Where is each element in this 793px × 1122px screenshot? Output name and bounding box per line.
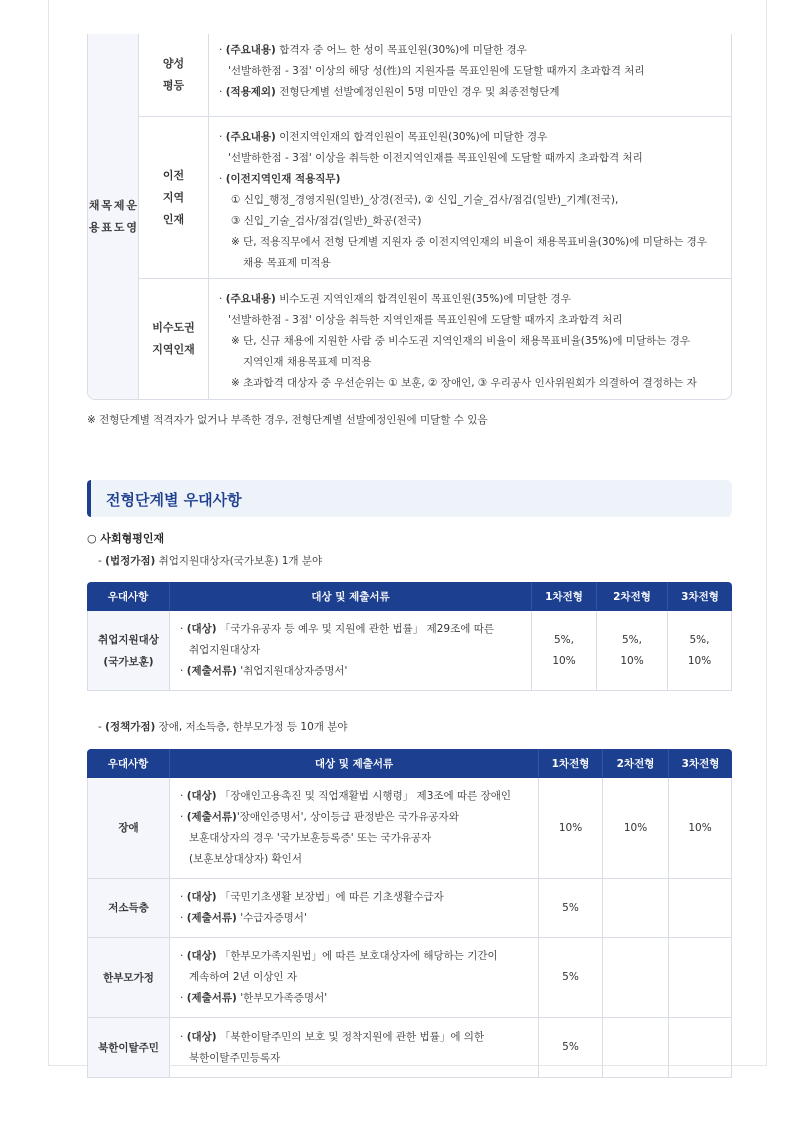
preference-name: [87, 778, 170, 879]
line-text: '취업지원대상자증명서': [236, 665, 348, 677]
text-line: [180, 640, 523, 661]
line-text: (보훈보상대상자) 확인서: [189, 853, 302, 865]
section-header: [87, 480, 732, 517]
text-line: [219, 232, 723, 253]
column-header: 2차전형: [603, 749, 669, 778]
value-line: 5%: [562, 901, 579, 914]
bold-label: (이전지역인재 적용직무): [225, 173, 341, 185]
sub-row-body: [209, 279, 731, 399]
title-line: 이전: [162, 168, 185, 182]
legal-bonus-line: [98, 553, 322, 568]
value-line: 5%: [562, 1041, 579, 1053]
stage-v1-value: [539, 1018, 603, 1078]
column-header: 우대사항: [87, 582, 170, 611]
line-text: 「장애인고용촉진 및 직업재활법 시행령」 제3조에 따른 장애인: [216, 790, 512, 802]
table-row: [87, 611, 732, 691]
column-header: 3차전형: [669, 749, 732, 778]
column-header: 2차전형: [597, 582, 668, 611]
value-line: 10%: [688, 821, 712, 834]
text-line: [180, 908, 530, 929]
text-line: [219, 211, 723, 232]
line-text: 취업지원대상자: [189, 644, 261, 656]
bullet: ·: [180, 1030, 184, 1043]
title-line: 양성: [162, 57, 185, 70]
line-text: '한부모가족증명서': [236, 992, 328, 1004]
preference-description: [170, 778, 539, 879]
text-line: [219, 253, 723, 274]
document-page: [48, 0, 767, 1066]
bold-label: (제출서류): [186, 665, 237, 677]
line-text: 「국가유공자 등 예우 및 지원에 관한 법률」 제29조에 따른: [216, 623, 494, 635]
bold-label: (주요내용): [225, 44, 276, 56]
bullet: ·: [180, 992, 184, 1004]
sub-row-title: [139, 117, 209, 278]
bold-label: (주요내용): [225, 293, 276, 305]
column-header: 1차전형: [539, 749, 603, 778]
line-text: 「북한이탈주민의 보호 및 정착지원에 관한 법률」에 의한: [216, 1030, 485, 1043]
table-row: [87, 879, 732, 938]
policy-text: 장애, 저소득층, 한부모가정 등 10개 분야: [155, 721, 348, 733]
value-line: 5%,: [689, 633, 710, 646]
line-text: 계속하여 2년 이상인 자: [189, 971, 297, 983]
line-text: ※ 단, 적용직무에서 전형 단계별 지원자 중 이전지역인재의 비율이 채용목표비율(30%)에 미달하는 경우: [231, 236, 707, 248]
name-line: 저소득층: [108, 902, 149, 914]
line-text: 전형단계별 선발예정인원이 5명 미만인 경우 및 최종전형단계: [275, 86, 560, 98]
bold-label: (적용제외): [225, 86, 276, 98]
line-text: 북한이탈주민등록자: [189, 1051, 281, 1064]
stage-v2-value: [603, 938, 669, 1018]
value-line: 10%: [558, 821, 583, 834]
table-row: [87, 938, 732, 1018]
line-text: 「국민기초생활 보장법」에 따른 기초생활수급자: [216, 891, 444, 903]
bold-label: (제출서류): [186, 992, 237, 1004]
stage-v3-value: [669, 778, 732, 879]
column-header: 1차전형: [532, 582, 597, 611]
table-row: [87, 778, 732, 879]
title-line: 지역인재: [152, 343, 195, 356]
sub-row-title: [139, 279, 209, 399]
bullet: ·: [219, 86, 223, 98]
line-text: 「한부모가족지원법」에 따른 보호대상자에 해당하는 기간이: [216, 950, 498, 962]
legal-text: 취업지원대상자(국가보훈) 1개 분야: [155, 555, 323, 567]
text-line: [180, 828, 530, 849]
text-line: [219, 61, 723, 82]
text-line: [180, 946, 530, 967]
line-text: '선발하한점 - 3점' 이상을 취득한 지역인재를 목표인원에 도달할 때까지 초과합격 처리: [228, 314, 623, 326]
stage-v2-value: [597, 611, 668, 691]
line-text: '선발하한점 - 3점' 이상의 해당 성(性)의 지원자를 목표인원에 도달할 때까지 초과합격 처리: [228, 65, 645, 77]
column-header: 3차전형: [668, 582, 732, 611]
line-text: 채용 목표제 미적용: [243, 257, 331, 269]
preference-description: [170, 611, 532, 691]
text-line: [219, 82, 723, 103]
line-text: '수급자증명서': [236, 912, 307, 924]
value-line: 5%: [562, 971, 579, 983]
value-line: 10%: [552, 654, 576, 667]
text-line: [219, 331, 723, 352]
bullet: ·: [180, 623, 184, 635]
footnote: ※ 전형단계별 적격자가 없거나 부족한 경우, 전형단계별 선발예정인원에 미달할 수 있음: [87, 414, 488, 426]
bullet: ·: [180, 790, 184, 802]
column-header: 우대사항: [87, 749, 170, 778]
text-line: [180, 1048, 530, 1069]
bold-label: (대상): [186, 950, 217, 962]
sub-rows: [139, 34, 731, 399]
title-line: 평등: [162, 79, 185, 92]
title-line: 지역: [162, 190, 185, 204]
section-accent-bar: [87, 480, 91, 517]
line-text: 비수도권 지역인재의 합격인원이 목표인원(35%)에 미달한 경우: [275, 293, 571, 305]
bold-label: (주요내용): [225, 131, 276, 143]
legal-bold: (법정가점): [105, 555, 156, 567]
preference-description: [170, 879, 539, 938]
text-line: [219, 352, 723, 373]
text-line: [219, 373, 723, 394]
preference-name: [87, 1018, 170, 1078]
stage-v1-value: [539, 938, 603, 1018]
line-text: '장애인증명서', 상이등급 판정받은 국가유공자와: [236, 811, 459, 823]
stage-v2-value: [603, 879, 669, 938]
sub-row: [139, 279, 731, 399]
sub-row: [139, 117, 731, 279]
line-text: ※ 단, 신규 채용에 지원한 사람 중 비수도권 지역인재의 비율이 채용목표비율(35%)에 미달하는 경우: [231, 335, 691, 347]
text-line: [219, 289, 723, 310]
name-line: 취업지원대상: [98, 633, 159, 646]
line-text: 합격자 중 어느 한 성이 목표인원(30%)에 미달한 경우: [275, 44, 527, 56]
bullet: ·: [180, 950, 184, 962]
sub-row-title: [139, 34, 209, 116]
value-line: 10%: [623, 821, 648, 834]
name-line: (국가보훈): [103, 655, 154, 668]
category-label: 제도: [113, 198, 125, 234]
title-line: 인재: [162, 212, 185, 226]
bullet: ·: [180, 665, 184, 677]
bullet: ·: [180, 811, 184, 823]
bold-label: (제출서류): [186, 811, 237, 823]
bullet: ·: [180, 891, 184, 903]
text-line: [219, 148, 723, 169]
stage-v3-value: [669, 1018, 732, 1078]
name-line: 장애: [118, 822, 139, 834]
line-text: 지역인재 채용목표제 미적용: [243, 356, 372, 368]
stage-v2-value: [603, 1018, 669, 1078]
sub-row: [139, 34, 731, 117]
text-line: [180, 786, 530, 807]
text-line: [180, 967, 530, 988]
legal-prefix: -: [98, 555, 106, 567]
sub-row-body: [209, 117, 731, 278]
section-title: 전형단계별 우대사항: [106, 491, 242, 509]
bullet: ·: [219, 131, 223, 143]
text-line: [180, 887, 530, 908]
preference-name: [87, 938, 170, 1018]
text-line: [219, 127, 723, 148]
bullet: ·: [219, 44, 223, 56]
name-line: 한부모가정: [103, 971, 154, 984]
policy-bold: (정책가점): [105, 721, 156, 733]
value-line: 5%,: [554, 633, 574, 646]
table-header-row: [87, 749, 732, 778]
column-header: 대상 및 제출서류: [170, 749, 539, 778]
bullet: ·: [180, 912, 184, 924]
legal-bonus-table: [87, 582, 732, 691]
policy-bonus-line: [98, 719, 348, 734]
bold-label: (대상): [186, 623, 217, 635]
bold-label: (대상): [186, 1030, 217, 1043]
line-text: '선발하한점 - 3점' 이상을 취득한 이전지역인재를 목표인원에 도달할 때까지 초과합격 처리: [228, 152, 643, 164]
bold-label: (대상): [186, 891, 217, 903]
column-header: 대상 및 제출서류: [170, 582, 532, 611]
bold-label: (제출서류): [186, 912, 237, 924]
line-text: 보훈대상자의 경우 '국가보훈등록증' 또는 국가유공자: [189, 832, 432, 844]
line-text: ※ 초과합격 대상자 중 우선순위는 ① 보훈, ② 장애인, ③ 우리공사 인사위원회가 의결하여 결정하는 자: [231, 377, 697, 389]
bullet: ·: [219, 293, 223, 305]
stage-v3-value: [668, 611, 732, 691]
category-label: 목표: [101, 198, 113, 234]
line-text: ③ 신입_기술_검사/점검(일반)_화공(전국): [231, 215, 422, 227]
category-label: 운영: [126, 198, 138, 234]
name-line: 북한이탈주민: [98, 1041, 159, 1054]
sub-row-body: [209, 34, 731, 116]
preference-description: [170, 1018, 539, 1078]
text-line: [180, 807, 530, 828]
line-text: ① 신입_행정_경영지원(일반)_상경(전국), ② 신입_기술_검사/점검(일반)_기계(전국),: [231, 194, 619, 206]
category-cell: [88, 34, 139, 399]
stage-v3-value: [669, 879, 732, 938]
preference-description: [170, 938, 539, 1018]
text-line: [180, 661, 523, 682]
text-line: [219, 169, 723, 190]
stage-v3-value: [669, 938, 732, 1018]
text-line: [219, 40, 723, 61]
text-line: [180, 849, 530, 870]
text-line: [180, 988, 530, 1009]
stage-v1-value: [539, 879, 603, 938]
social-equity-heading: ○ 사회형평인재: [87, 532, 165, 545]
stage-v1-value: [532, 611, 597, 691]
recruitment-target-table: [87, 34, 732, 400]
table-header-row: [87, 582, 732, 611]
preference-name: [87, 879, 170, 938]
text-line: [219, 190, 723, 211]
text-line: [180, 619, 523, 640]
text-line: [219, 310, 723, 331]
category-label: 채용: [88, 198, 100, 234]
table-row: [87, 1018, 732, 1078]
title-line: 비수도권: [152, 321, 195, 334]
stage-v2-value: [603, 778, 669, 879]
value-line: 5%,: [622, 633, 642, 646]
stage-v1-value: [539, 778, 603, 879]
text-line: [180, 1027, 530, 1048]
bullet: ·: [219, 173, 223, 185]
policy-prefix: -: [98, 721, 106, 733]
preference-name: [87, 611, 170, 691]
policy-bonus-table: [87, 749, 732, 1078]
value-line: 10%: [687, 654, 712, 667]
bold-label: (대상): [186, 790, 217, 802]
value-line: 10%: [620, 654, 644, 667]
line-text: 이전지역인재의 합격인원이 목표인원(30%)에 미달한 경우: [275, 131, 548, 143]
